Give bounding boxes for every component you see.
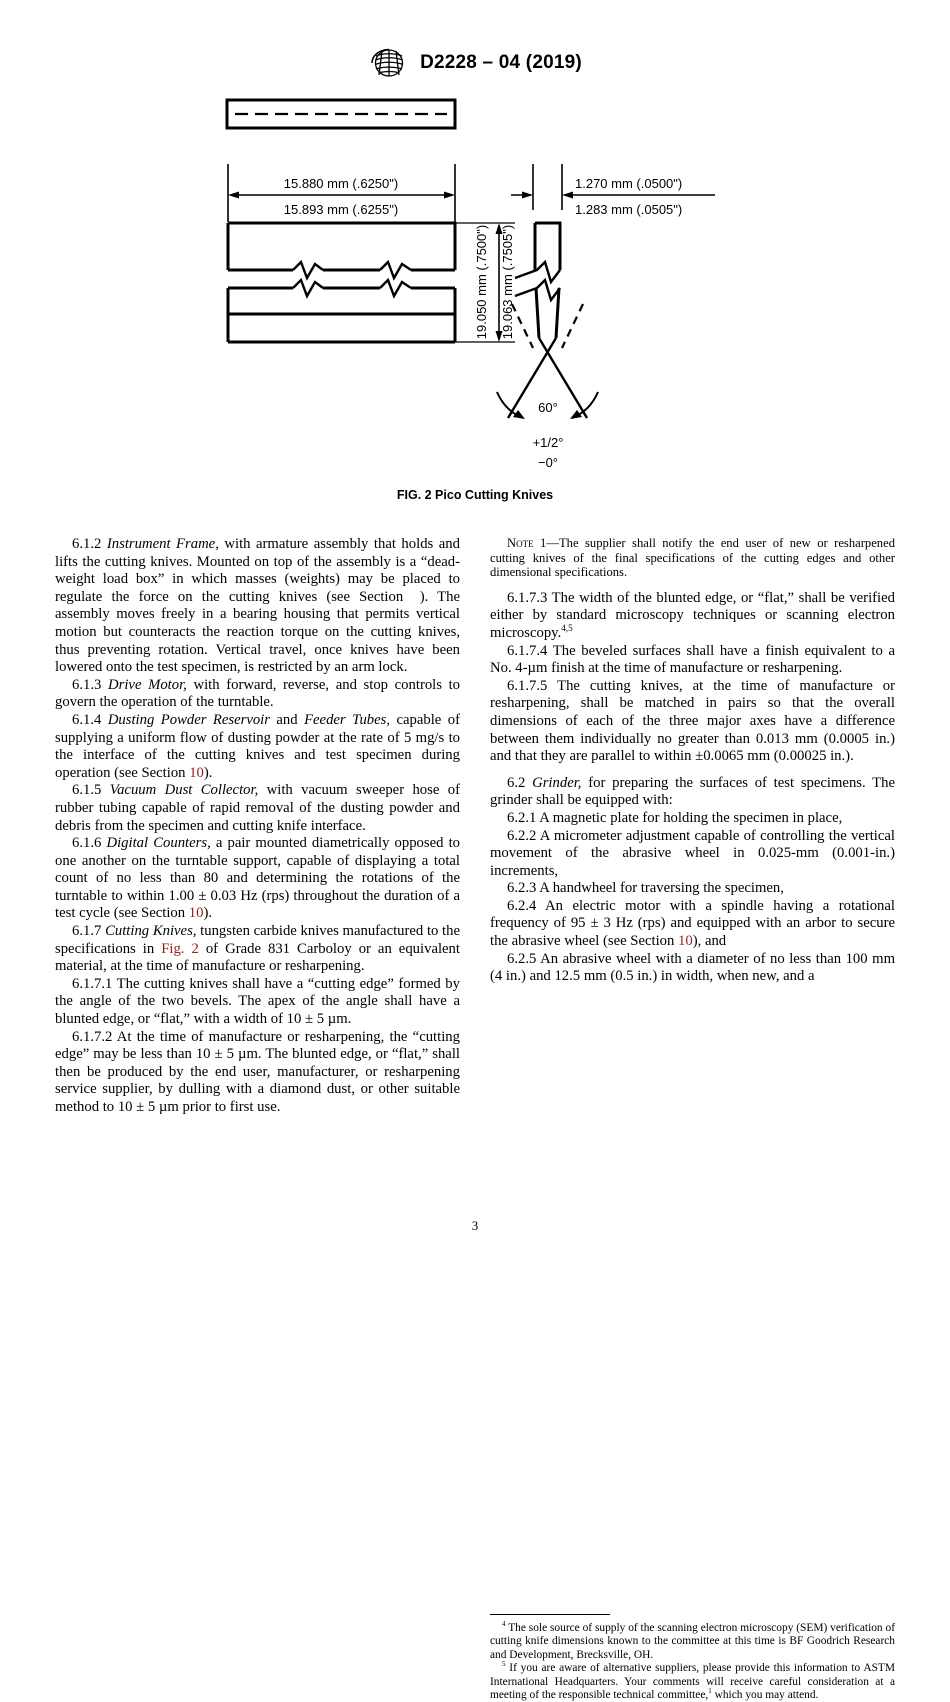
footnote-ref-45[interactable]: 4,5 xyxy=(561,623,573,634)
para-number: 6.2.4 xyxy=(507,897,537,914)
footnote-4 xyxy=(490,1622,895,1662)
para-text: a pair mounted diametrically opposed to one another on the turntable support, capable of displaying a total count of no less than 80 and determining the rotations of the turntable to within 1.00 ± 0.03 Hz (rps) throughout the duration of a test cycle (see Section xyxy=(55,835,460,922)
height-min-label: 19.063 mm (.7505") xyxy=(500,224,515,340)
paragraph-6-2-5 xyxy=(490,951,895,986)
para-number: 6.2.5 xyxy=(507,950,537,967)
para-title-2: Feeder Tubes, xyxy=(304,711,391,728)
para-number: 6.1.5 xyxy=(72,782,102,799)
para-title: Cutting Knives, xyxy=(105,923,197,940)
para-text: The beveled surfaces shall have a finish equivalent to a No. 4-µm finish at the time of manufacture or resharpening. xyxy=(490,642,895,677)
bevel-angle-label: 60° xyxy=(538,400,558,415)
para-text-cont: ), and xyxy=(692,933,727,950)
para-title: Vacuum Dust Collector, xyxy=(109,782,259,799)
para-text-cont: ). xyxy=(203,764,213,781)
para-number: 6.2.1 xyxy=(507,809,537,826)
thickness-max-label: 1.270 mm (.0500") xyxy=(575,176,683,191)
note-label: Note 1 xyxy=(507,536,547,550)
plan-view xyxy=(227,100,455,128)
footnote-5 xyxy=(490,1662,895,1702)
para-text: A handwheel for traversing the specimen, xyxy=(536,880,784,897)
para-text-cont: ). xyxy=(203,905,213,922)
para-number: 6.1.7.4 xyxy=(507,642,548,659)
paragraph-6-1-7-3 xyxy=(490,590,895,643)
section-link[interactable]: 10 xyxy=(188,905,204,922)
para-text: An electric motor with a spindle having a rotational frequency of 95 ± 3 Hz (rps) and equipped with an arbor to secure the abrasive wheel (see Section xyxy=(490,897,895,950)
body-columns xyxy=(55,536,895,1702)
footnote-marker: 5 xyxy=(502,1660,506,1669)
left-column xyxy=(55,536,460,1117)
para-title-1: Dusting Powder Reservoir xyxy=(107,711,270,728)
para-text: The cutting knives shall have a “cutting edge” formed by the angle of the two bevels. The apex of the angle shall have a blunted edge, or “flat,” with a width of 10 ± 5 µm. xyxy=(55,975,460,1028)
paragraph-6-2-4 xyxy=(490,898,895,951)
front-view xyxy=(228,223,455,342)
para-number: 6.1.3 xyxy=(72,676,102,693)
para-text: A magnetic plate for holding the specimen in place, xyxy=(536,809,843,826)
right-column xyxy=(490,536,895,1702)
para-text: with forward, reverse, and stop controls to govern the operation of the turntable. xyxy=(55,676,461,711)
para-text: An abrasive wheel with a diameter of no less than 100 mm (4 in.) and 12.5 mm (0.5 in.) in width, when new, and a xyxy=(490,950,895,985)
para-conj: and xyxy=(269,711,305,728)
para-text: with armature assembly that holds and lifts the cutting knives. Mounted on top of the assembly is a “dead-weight load box” in which masses (weights) may be placed to regulate the force on the cutting knives (see Section xyxy=(55,536,460,605)
thickness-min-label: 1.283 mm (.0505") xyxy=(575,202,683,217)
para-number: 6.1.2 xyxy=(72,536,102,552)
note-dash: — xyxy=(546,536,559,550)
figure-link[interactable]: Fig. 2 xyxy=(161,940,199,957)
footnotes-block xyxy=(490,1614,895,1702)
section-link[interactable]: 9 xyxy=(412,588,420,605)
paragraph-6-2-2 xyxy=(490,828,895,881)
paragraph-6-1-7-1 xyxy=(55,976,460,1029)
para-number: 6.1.7.1 xyxy=(72,975,113,992)
para-number: 6.1.7.3 xyxy=(507,589,548,606)
para-title: Grinder, xyxy=(532,774,582,791)
standard-designation: D2228 – 04 (2019) xyxy=(420,52,582,73)
paragraph-6-2 xyxy=(490,775,895,810)
page-number: 3 xyxy=(471,1218,479,1233)
para-number: 6.2 xyxy=(507,774,526,791)
paragraph-6-1-4 xyxy=(55,712,460,782)
edge-view xyxy=(497,164,715,470)
para-text: The width of the blunted edge, or “flat,” shall be verified either by standard microscopy techniques or scanning electron microscopy. xyxy=(490,589,895,641)
width-dimension xyxy=(228,164,455,222)
para-number: 6.1.6 xyxy=(72,835,102,852)
angle-tolerance-plus: +1/2° xyxy=(532,435,564,450)
width-max-label: 15.880 mm (.6250") xyxy=(283,176,399,191)
footnote-text: If you are aware of alternative suppliers, please provide this information to ASTM International Headquarters. Your comments will receive careful consideration at a meeting of the responsible technical committee, xyxy=(490,1662,895,1702)
section-link[interactable]: 10 xyxy=(189,764,204,781)
figure-2 xyxy=(0,92,950,502)
paragraph-6-1-7 xyxy=(55,923,460,976)
para-text: At the time of manufacture or resharpening, the “cutting edge” may be less than 10 ± 5 µm. The blunted edge, or “flat,” shall then be produced by the end user, manufacturer, or resharpening service supplier, by dulling with a diamond dust, or other suitable method to 10 ± 5 µm prior to first use. xyxy=(55,1028,460,1115)
footnote-ref-1[interactable]: 1 xyxy=(708,1687,712,1696)
paragraph-6-1-7-4 xyxy=(490,643,895,678)
para-number: 6.1.7 xyxy=(72,923,102,940)
paragraph-6-1-5 xyxy=(55,782,460,835)
para-text: for preparing the surfaces of test specimens. The grinder shall be equipped with: xyxy=(490,774,895,809)
paragraph-6-1-7-5 xyxy=(490,678,895,766)
astm-logo-icon xyxy=(368,48,410,78)
para-text-cont: ). The assembly moves freely in a bearing housing that permits vertical motion but counteracts the reaction torque on the cutting knives, thus preventing rotation. Vertical travel, once knives have been lowered onto the test specimen, is restricted by an arm lock. xyxy=(55,588,460,676)
paragraph-6-2-1 xyxy=(490,810,895,828)
paragraph-6-1-7-2 xyxy=(55,1029,460,1117)
footnote-text-cont: which you may attend. xyxy=(711,1689,819,1702)
paragraph-6-1-3 xyxy=(55,677,460,712)
para-text: A micrometer adjustment capable of controlling the vertical movement of the abrasive wheel in 0.025-mm (0.001-in.) increments, xyxy=(490,827,895,879)
para-text: The cutting knives, at the time of manufacture or resharpening, shall be matched in pairs so that the overall dimensions of each of the three major axes have a difference between them individually no greater than 0.013 mm (0.0005 in.) and that they are parallel to within ±0.0065 mm (0.00025 in.). xyxy=(490,677,895,765)
paragraph-6-1-6 xyxy=(55,835,460,923)
paragraph-6-1-2 xyxy=(55,536,460,677)
para-text-cont: of Grade 831 Carboloy or an equivalent material, at the time of manufacture or resharpening. xyxy=(55,940,460,975)
para-number: 6.1.7.5 xyxy=(507,677,548,694)
para-number: 6.2.2 xyxy=(507,827,537,844)
width-min-label: 15.893 mm (.6255") xyxy=(283,202,399,217)
para-number: 6.1.4 xyxy=(72,711,102,728)
para-number: 6.2.3 xyxy=(507,880,537,897)
para-text: with vacuum sweeper hose of rubber tubing capable of rapid removal of the dusting powder and debris from the specimen and cutting knife interface. xyxy=(55,782,460,834)
paragraph-6-2-3 xyxy=(490,880,895,898)
section-link[interactable]: 10 xyxy=(678,933,693,950)
para-title: Drive Motor, xyxy=(108,676,187,693)
note-text: The supplier shall notify the end user of new or resharpened cutting knives of the final specifications of the cutting edges and other dimensional specifications. xyxy=(490,536,895,580)
figure-caption: FIG. 2 Pico Cutting Knives xyxy=(396,488,554,502)
page-header xyxy=(0,48,950,78)
footnote-separator xyxy=(490,1614,610,1615)
footnote-marker: 4 xyxy=(502,1620,506,1629)
para-text: tungsten carbide knives manufactured to the specifications in xyxy=(55,923,460,957)
pico-cutting-knives-drawing xyxy=(215,92,735,482)
footnote-text: The sole source of supply of the scanning electron microscopy (SEM) verification of cutting knife dimensions known to the committee at this time is BF Goodrich Research and Development, Brecksville, OH. xyxy=(490,1622,895,1661)
para-title: Instrument Frame, xyxy=(106,536,219,552)
angle-tolerance-minus: −0° xyxy=(537,455,559,470)
height-max-label: 19.050 mm (.7500") xyxy=(474,224,489,340)
paragraph-spacer xyxy=(490,766,895,775)
height-dimension xyxy=(455,223,515,342)
para-title: Digital Counters, xyxy=(106,835,211,852)
para-number: 6.1.7.2 xyxy=(72,1028,113,1045)
para-text: capable of supplying a uniform flow of dusting powder at the rate of 5 mg/s to the interface of the cutting knives and test specimen during operation (see Section xyxy=(55,711,460,781)
note-1 xyxy=(490,536,895,580)
